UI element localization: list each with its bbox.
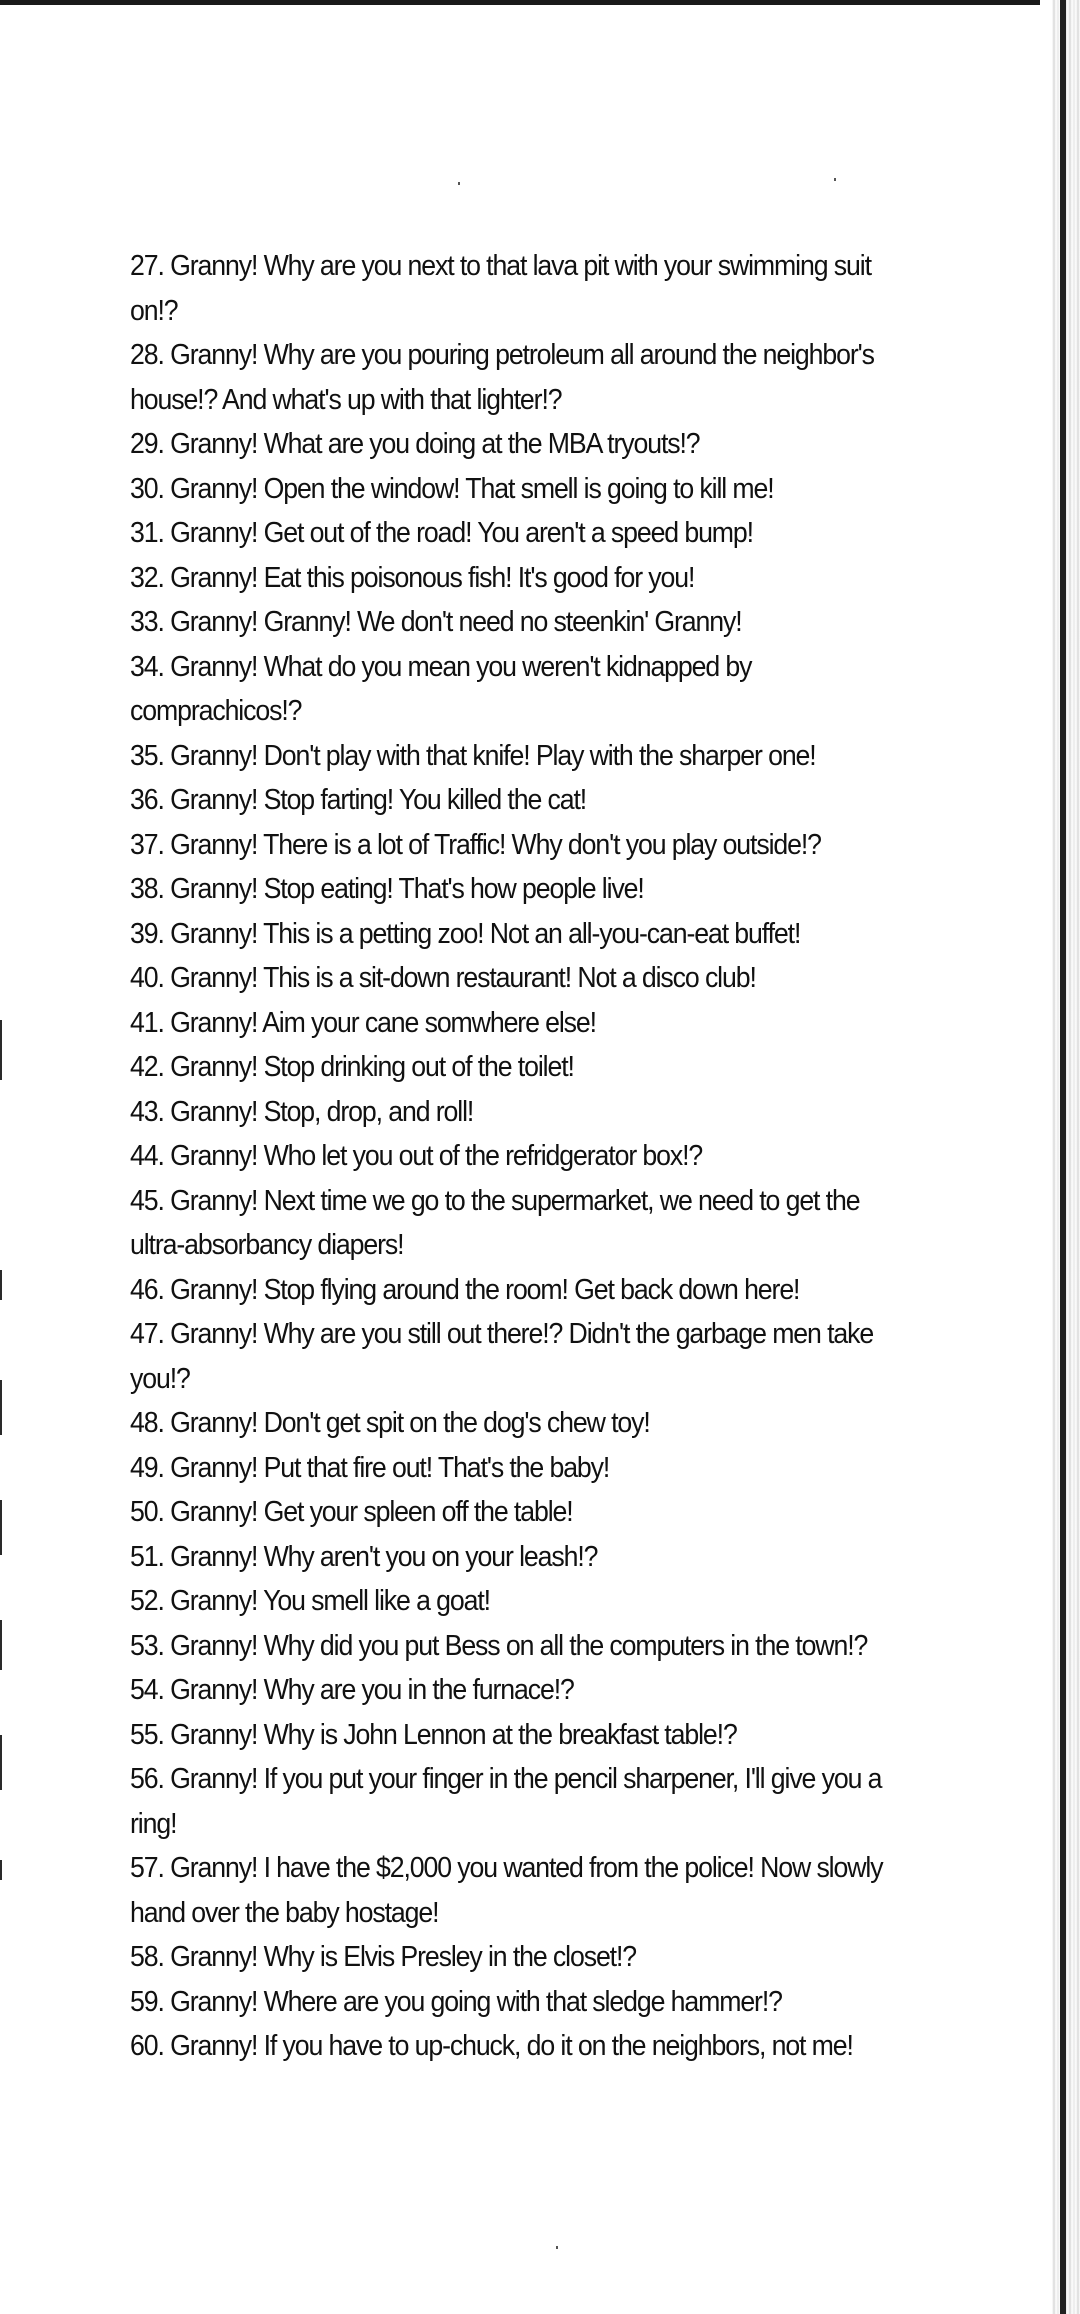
list-item: 30. Granny! Open the window! That smell is going to kill me!	[130, 472, 774, 505]
list-item: 59. Granny! Where are you going with that sledge hammer!?	[130, 1985, 782, 2018]
scan-speck	[458, 182, 460, 185]
list-item: 43. Granny! Stop, drop, and roll!	[130, 1095, 474, 1128]
right-scan-edge	[1052, 0, 1080, 2314]
left-scan-mark	[0, 1500, 2, 1555]
list-item: 33. Granny! Granny! We don't need no steenkin' Granny!	[130, 606, 742, 638]
list-item: 47. Granny! Why are you still out there!? Didn't the garbage men take you!?	[130, 1318, 874, 1395]
list-item: 54. Granny! Why are you in the furnace!?	[130, 1674, 574, 1706]
list-item: 32. Granny! Eat this poisonous fish! It's good for you!	[130, 561, 695, 594]
list-item: 36. Granny! Stop farting! You killed the cat!	[130, 784, 587, 816]
list-item: 45. Granny! Next time we go to the supermarket, we need to get the ultra-absorbancy diapers!	[130, 1184, 860, 1261]
list-item: 57. Granny! I have the $2,000 you wanted from the police! Now slowly hand over the baby hostage!	[130, 1852, 883, 1929]
list-item: 35. Granny! Don't play with that knife! Play with the sharper one!	[130, 739, 816, 772]
top-border-line	[0, 0, 1040, 5]
list-item: 42. Granny! Stop drinking out of the toilet!	[130, 1051, 574, 1083]
list-item: 41. Granny! Aim your cane somwhere else!	[130, 1006, 596, 1039]
list-item: 39. Granny! This is a petting zoo! Not an all-you-can-eat buffet!	[130, 917, 801, 950]
list-item: 31. Granny! Get out of the road! You aren't a speed bump!	[130, 517, 753, 549]
list-item: 38. Granny! Stop eating! That's how people live!	[130, 873, 644, 905]
left-scan-mark	[0, 1020, 2, 1080]
list-item: 55. Granny! Why is John Lennon at the breakfast table!?	[130, 1718, 737, 1751]
list-item: 27. Granny! Why are you next to that lava pit with your swimming suit on!?	[130, 250, 871, 327]
list-item: 53. Granny! Why did you put Bess on all the computers in the town!?	[130, 1629, 868, 1662]
scan-speck	[834, 178, 836, 181]
right-scan-shadow	[1060, 0, 1066, 2314]
left-scan-mark	[0, 1620, 2, 1670]
list-item: 40. Granny! This is a sit-down restaurant! Not a disco club!	[130, 962, 756, 994]
list-item: 52. Granny! You smell like a goat!	[130, 1585, 490, 1617]
list-item: 58. Granny! Why is Elvis Presley in the closet!?	[130, 1941, 637, 1973]
list-item: 46. Granny! Stop flying around the room! Get back down here!	[130, 1273, 800, 1306]
granny-list	[130, 244, 910, 2069]
left-scan-mark	[0, 1860, 2, 1880]
list-item: 49. Granny! Put that fire out! That's the baby!	[130, 1451, 610, 1484]
list-item: 48. Granny! Don't get spit on the dog's chew toy!	[130, 1407, 650, 1439]
list-item: 50. Granny! Get your spleen off the table!	[130, 1496, 573, 1528]
list-item: 60. Granny! If you have to up-chuck, do it on the neighbors, not me!	[130, 2030, 853, 2062]
list-item: 56. Granny! If you put your finger in the pencil sharpener, I'll give you a ring!	[130, 1763, 882, 1840]
list-item: 51. Granny! Why aren't you on your leash!?	[130, 1540, 598, 1573]
list-item: 34. Granny! What do you mean you weren't kidnapped by comprachicos!?	[130, 650, 752, 727]
list-item: 28. Granny! Why are you pouring petroleum all around the neighbor's house!? And what's up with that lighter!?	[130, 339, 874, 416]
scan-speck	[556, 2246, 558, 2249]
list-item: 29. Granny! What are you doing at the MBA tryouts!?	[130, 428, 700, 460]
list-item: 37. Granny! There is a lot of Traffic! Why don't you play outside!?	[130, 828, 821, 861]
list-item: 44. Granny! Who let you out of the refridgerator box!?	[130, 1140, 703, 1172]
left-scan-mark	[0, 1270, 2, 1300]
left-scan-mark	[0, 1735, 2, 1790]
left-scan-mark	[0, 1380, 2, 1435]
